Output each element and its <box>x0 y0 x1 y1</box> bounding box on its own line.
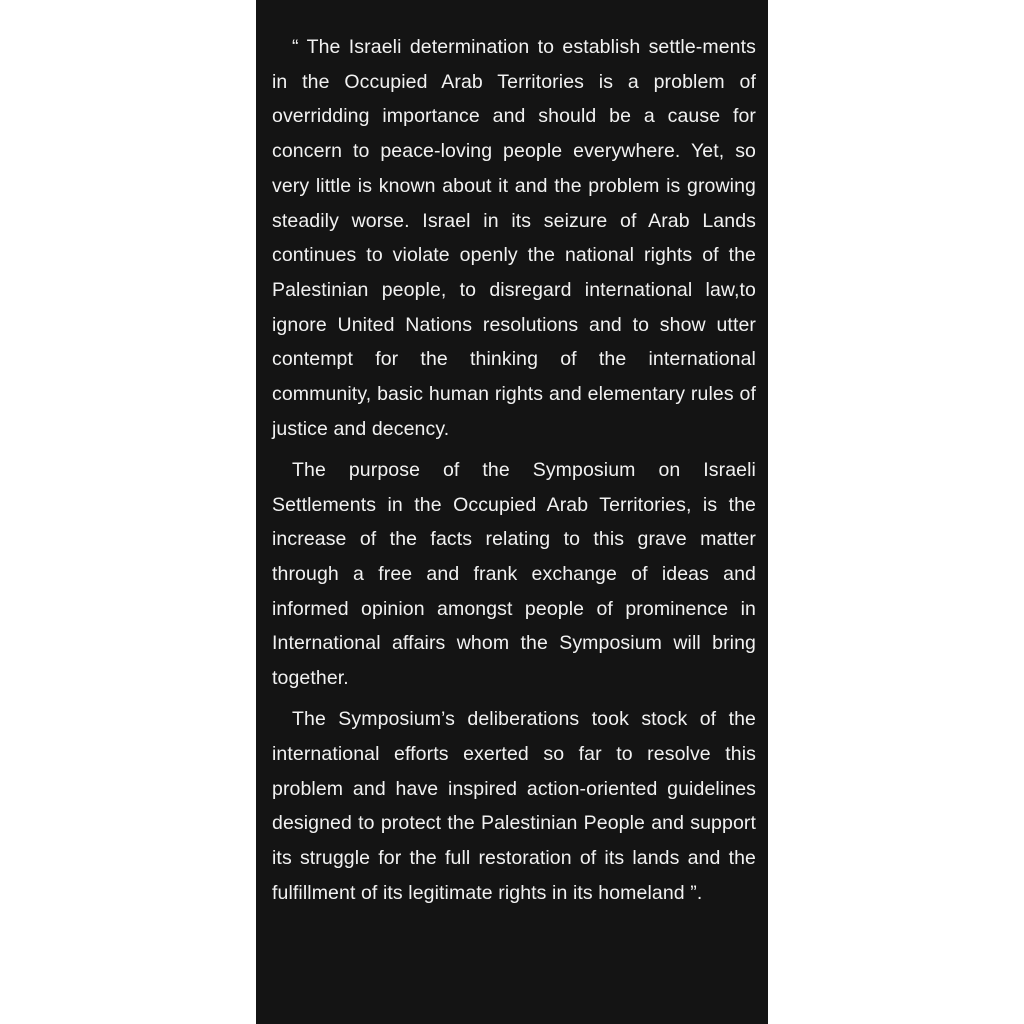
text-panel <box>256 0 768 1024</box>
paragraph-2: The purpose of the Symposium on Israeli Settlements in the Occupied Arab Territories, is the increase of the facts relating to this grave matter through a free and frank exchange of ideas and informed opinion amongst people of prominence in International affairs whom the Symposium will bring together. <box>272 458 756 690</box>
paragraph-1: “ The Israeli determination to establish settle-ments in the Occupied Arab Territories is a problem of overridding importance and should be a cause for concern to peace-loving people everywhere. Yet, so very little is known about it and the problem is growing steadily worse. Israel in its seizure of Arab Lands continues to violate openly the national rights of the Palestinian people, to disregard international law,to ignore United Nations resolutions and to show utter contempt for the thinking of the international community, basic human rights and elementary rules of justice and decency. <box>272 36 756 440</box>
paragraph-3: The Symposium’s deliberations took stock of the international efforts exerted so far to resolve this problem and have inspired action-oriented guidelines designed to protect the Palestinian People and support its struggle for the full restoration of its lands and the fulfillment of its legitimate rights in its homeland ”. <box>272 708 756 904</box>
